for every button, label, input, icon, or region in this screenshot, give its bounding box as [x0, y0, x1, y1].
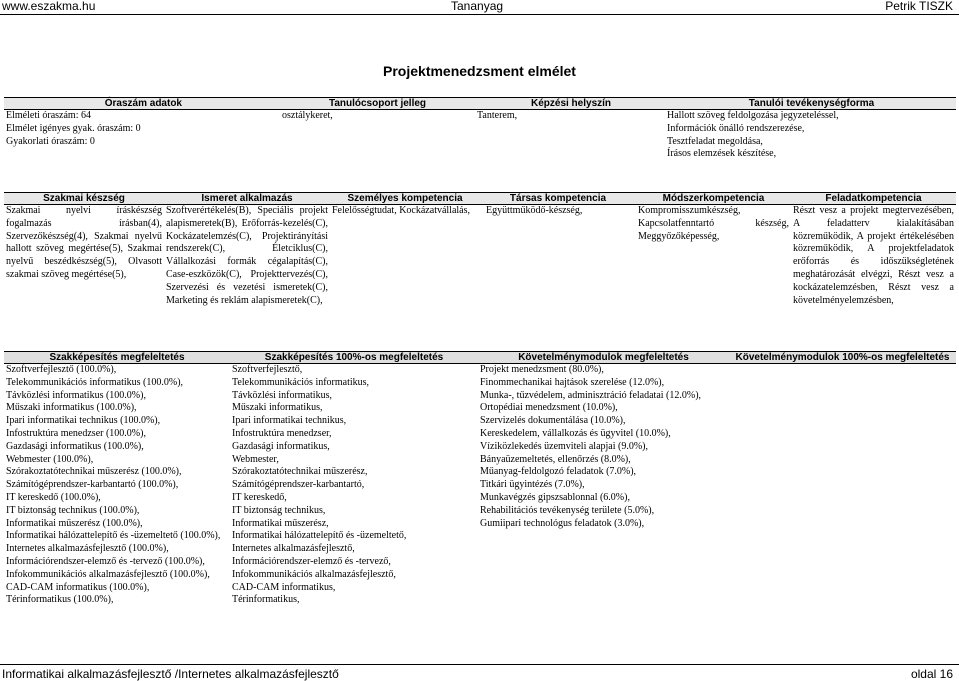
list-item: Távközlési informatikus (100.0%), [6, 389, 146, 401]
list-item: Víziközlekedés üzemviteli alapjai (9.0%), [480, 440, 648, 452]
list-item: IT biztonság technikus, [232, 504, 326, 516]
list-item: Számítógéprendszer-karbantartó, [232, 479, 365, 491]
list-item: Műszaki informatikus, [232, 402, 323, 414]
list-item: CAD-CAM informatikus, [232, 581, 336, 593]
list-item: Ipari informatikai technikus, [232, 415, 347, 427]
list-item: Ortopédiai menedzsment (10.0%), [480, 402, 618, 414]
list-item: Informatikai hálózattelepítő és -üzemeltető, [232, 530, 407, 542]
list-item: Internetes alkalmazásfejlesztő, [232, 543, 355, 555]
col-header-professional-skill: Szakmai készség [4, 193, 164, 205]
col-header-qualification: Szakképesítés megfeleltetés [4, 352, 230, 364]
col-header-social: Társas kompetencia [480, 193, 636, 205]
list-item: Szoftverfejlesztő (100.0%), [6, 364, 117, 375]
list-item: Webmester (100.0%), [6, 453, 94, 465]
group-type: osztálykeret, [282, 110, 333, 121]
col-header-hours: Óraszám adatok [4, 98, 280, 110]
col-header-knowledge: Ismeret alkalmazás [164, 193, 330, 205]
competency-table [4, 192, 956, 307]
page-footer [0, 664, 959, 681]
list-item: Titkári ügyintézés (7.0%), [480, 479, 585, 491]
list-item: Ipari informatikai technikus (100.0%), [6, 415, 161, 427]
hours-theory: Elméleti óraszám: 64 [6, 110, 91, 121]
page-title: Projektmenedzsment elmélet [383, 63, 576, 79]
list-item: Munkavégzés gipszsablonnal (6.0%), [480, 491, 630, 503]
modules-list [478, 364, 729, 608]
qualification-list [4, 364, 230, 608]
list-item: Munka-, tűzvédelem, adminisztráció feladatai (12.0%), [480, 389, 702, 401]
list-item: Finommechanikai hajtások szerelése (12.0%), [480, 376, 665, 388]
header-org: Petrik TISZK [885, 0, 953, 13]
list-item: Gazdasági informatikus, [232, 440, 330, 452]
col-header-activity: Tanulói tevékenységforma [667, 98, 956, 110]
qualification-table [4, 351, 956, 607]
list-item: Kereskedelem, vállalkozás és ügyvitel (10.0%), [480, 427, 671, 439]
activity-item: Információk önálló rendszerezése, [667, 122, 805, 134]
activities-cell [667, 110, 956, 179]
list-item: Infokommunikációs alkalmazásfejlesztő (100.0%), [6, 568, 210, 580]
list-item: IT kereskedő, [232, 491, 287, 503]
training-location: Tanterem, [477, 110, 518, 121]
list-item: Szervizelés dokumentálása (10.0%), [480, 415, 626, 427]
hours-theory-practice: Elmélet igényes gyak. óraszám: 0 [6, 122, 141, 134]
list-item: Infostruktúra menedzser, [232, 427, 332, 439]
col-header-location: Képzési helyszín [475, 98, 667, 110]
footer-page-number: oldal 16 [910, 667, 953, 681]
hours-cell [4, 110, 280, 179]
header-website: www.eszakma.hu [2, 0, 96, 13]
list-item: Műanyag-feldolgozó feladatok (7.0%), [480, 466, 637, 478]
list-item: Internetes alkalmazásfejlesztő (100.0%), [6, 543, 169, 555]
list-item: Szórakoztatótechnikai műszerész (100.0%), [6, 466, 182, 478]
list-item: Informatikai hálózattelepítő és -üzemeltető (100.0%), [6, 530, 221, 542]
social-competence: Együttműködő-készség, [486, 205, 583, 216]
list-item: CAD-CAM informatikus (100.0%), [6, 581, 150, 593]
col-header-personal: Személyes kompetencia [330, 193, 480, 205]
header-subject: Tananyag [451, 0, 504, 13]
col-header-task: Feladatkompetencia [791, 193, 956, 205]
list-item: Információrendszer-elemző és -tervező, [232, 555, 391, 567]
col-header-method: Módszerkompetencia [636, 193, 791, 205]
task-competence: Részt vesz a projekt megtervezésében, A feladatterv kialakításában közreműködik, A projekt értékelésében közreműködik, A projektfeladatok erőforrás és időszükségletének meghatározását elvégzi, Részt vesz a kockázatelemzésben, Részt vesz a követelményelemzésben, [793, 205, 954, 306]
list-item: Információrendszer-elemző és -tervező (100.0%), [6, 555, 205, 567]
modules-100-list [729, 364, 956, 608]
professional-skills: Szakmai nyelvi íráskészség fogalmazás írásban(4), Szervezőkészség(4), Szakmai nyelvű hallott szöveg megértése(5), Szakmai nyelvű beszédkészség(5), Olvasott szakmai szöveg megértése(5), [6, 205, 162, 280]
list-item: Projekt menedzsment (80.0%), [480, 364, 604, 375]
footer-course: Informatikai alkalmazásfejlesztő /Internetes alkalmazásfejlesztő [2, 667, 339, 681]
list-item: Rehabilitációs tevékenység területe (5.0%), [480, 504, 655, 516]
qualification-100-list [230, 364, 478, 608]
list-item: Infostruktúra menedzser (100.0%), [6, 427, 146, 439]
activity-item: Írásos elemzések készítése, [667, 148, 777, 160]
list-item: IT kereskedő (100.0%), [6, 491, 101, 503]
col-header-group: Tanulócsoport jelleg [280, 98, 475, 110]
list-item: Informatikai műszerész, [232, 517, 329, 529]
list-item: Térinformatikus (100.0%), [6, 594, 114, 606]
list-item: Telekommunikációs informatikus, [232, 376, 370, 388]
list-item: Telekommunikációs informatikus (100.0%), [6, 376, 184, 388]
list-item: IT biztonság technikus (100.0%), [6, 504, 140, 516]
course-info-table [4, 97, 956, 178]
activity-item: Hallott szöveg feldolgozása jegyzeteléssel, [667, 110, 839, 121]
list-item: Informatikai műszerész (100.0%), [6, 517, 143, 529]
hours-practice: Gyakorlati óraszám: 0 [6, 135, 95, 147]
list-item: Szórakoztatótechnikai műszerész, [232, 466, 368, 478]
list-item: Bányaüzemeltetés, ellenőrzés (8.0%), [480, 453, 631, 465]
list-item: Térinformatikus, [232, 594, 300, 606]
col-header-qualification-100: Szakképesítés 100%-os megfeleltetés [230, 352, 478, 364]
activity-item: Tesztfeladat megoldása, [667, 135, 763, 147]
list-item: Gazdasági informatikus (100.0%), [6, 440, 144, 452]
page-header [0, 0, 959, 15]
list-item: Gumiipari technológus feladatok (3.0%), [480, 517, 645, 529]
list-item: Számítógéprendszer-karbantartó (100.0%), [6, 479, 179, 491]
col-header-modules-100: Követelménymodulok 100%-os megfeleltetés [729, 352, 956, 364]
personal-competence: Felelősségtudat, Kockázatvállalás, [332, 205, 471, 216]
method-competence: Kompromisszumkészség, Kapcsolatfenntartó készség, Meggyőzőképesség, [638, 205, 789, 242]
list-item: Távközlési informatikus, [232, 389, 332, 401]
col-header-modules: Követelménymodulok megfeleltetés [478, 352, 729, 364]
list-item: Webmester, [232, 453, 279, 465]
list-item: Infokommunikációs alkalmazásfejlesztő, [232, 568, 396, 580]
list-item: Szoftverfejlesztő, [232, 364, 303, 375]
list-item: Műszaki informatikus (100.0%), [6, 402, 137, 414]
knowledge-application: Szoftverértékelés(B), Speciális projekt alapismeretek(B), Erőforrás-kezelés(C), Kockázatelemzés(C), Projektirányítási rendszerek(C), Életciklus(C), Vállalkozási formák cégalapítás(C), Case-eszközök(C), Projekttervezés(C), Szervezési és vezetési ismeretek(C), Marketing és reklám alapismeretek(C), [166, 205, 328, 306]
